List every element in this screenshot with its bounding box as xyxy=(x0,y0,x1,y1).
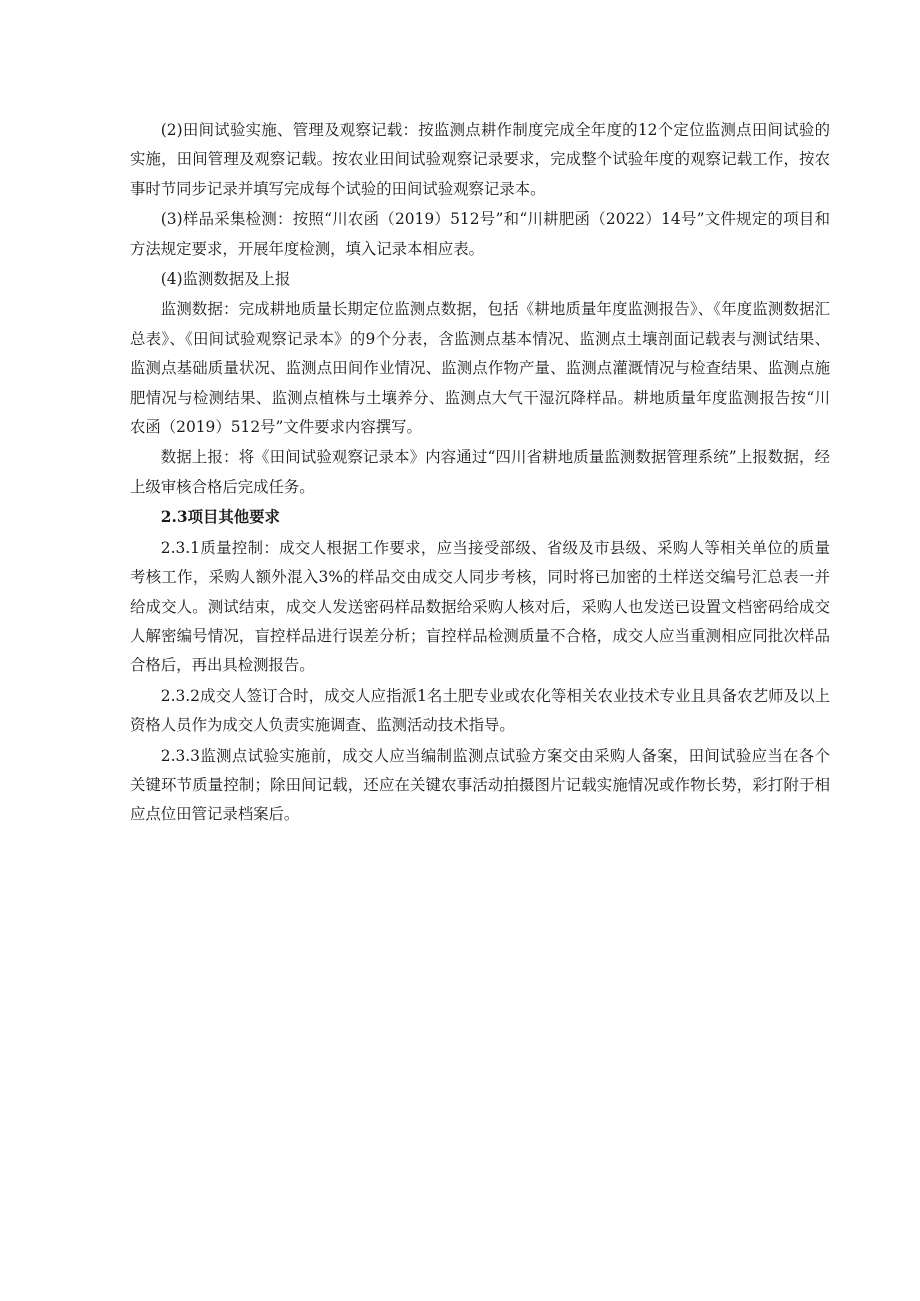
paragraph-field-trial: (2)田间试验实施、管理及观察记载：按监测点耕作制度完成全年度的12个定位监测点田间试验的实施，田间管理及观察记载。按农业田间试验观察记录要求，完成整个试验年度的观察记载工作，按农事时节同步记录并填写完成每个试验的田间试验观察记录本。 xyxy=(130,121,830,198)
paragraph-trial-plan: 2.3.3监测点试验实施前，成交人应当编制监测点试验方案交由采购人备案，田间试验应当在各个关键环节质量控制；除田间记载，还应在关键农事活动拍摄图片记载实施情况或作物长势，彩打附于相应点位田管记录档案后。 xyxy=(130,746,830,824)
paragraph-sample-testing: (3)样品采集检测：按照“川农函（2019）512号”和“川耕肥函（2022）14号”文件规定的项目和方法规定要求，开展年度检测，填入记录本相应表。 xyxy=(130,210,830,258)
section-heading-other-requirements: 2.3项目其他要求 xyxy=(160,508,280,527)
paragraph-data-reporting-title: (4)监测数据及上报 xyxy=(160,270,291,289)
paragraph-monitoring-data: 监测数据：完成耕地质量长期定位监测点数据，包括《耕地质量年度监测报告》、《年度监测数据汇总表》、《田间试验观察记录本》的9个分表，含监测点基本情况、监测点土壤剖面记载表与测试结果、监测点基础质量状况、监测点田间作业情况、监测点作物产量、监测点灌溉情况与检查结果、监测点施肥情况与检测结果、监测点植株与土壤养分、监测点大气干湿沉降样品。耕地质量年度监测报告按“川农函（2019）512号”文件要求内容撰写。 xyxy=(130,300,830,437)
paragraph-quality-control: 2.3.1质量控制：成交人根据工作要求，应当接受部级、省级及市县级、采购人等相关单位的质量考核工作，采购人额外混入3%的样品交由成交人同步考核，同时将已加密的土样送交编号汇总表一并给成交人。测试结束，成交人发送密码样品数据给采购人核对后，采购人也发送已设置文档密码给成交人解密编号情况，盲控样品进行误差分析；盲控样品检测质量不合格，成交人应当重测相应同批次样品合格后，再出具检测报告。 xyxy=(130,538,830,675)
paragraph-data-upload: 数据上报：将《田间试验观察记录本》内容通过“四川省耕地质量监测数据管理系统”上报数据，经上级审核合格后完成任务。 xyxy=(130,448,830,496)
paragraph-contract-personnel: 2.3.2成交人签订合时，成交人应指派1名土肥专业或农化等相关农业技术专业且具备农艺师及以上资格人员作为成交人负责实施调查、监测活动技术指导。 xyxy=(130,686,830,735)
document-body xyxy=(130,116,830,831)
